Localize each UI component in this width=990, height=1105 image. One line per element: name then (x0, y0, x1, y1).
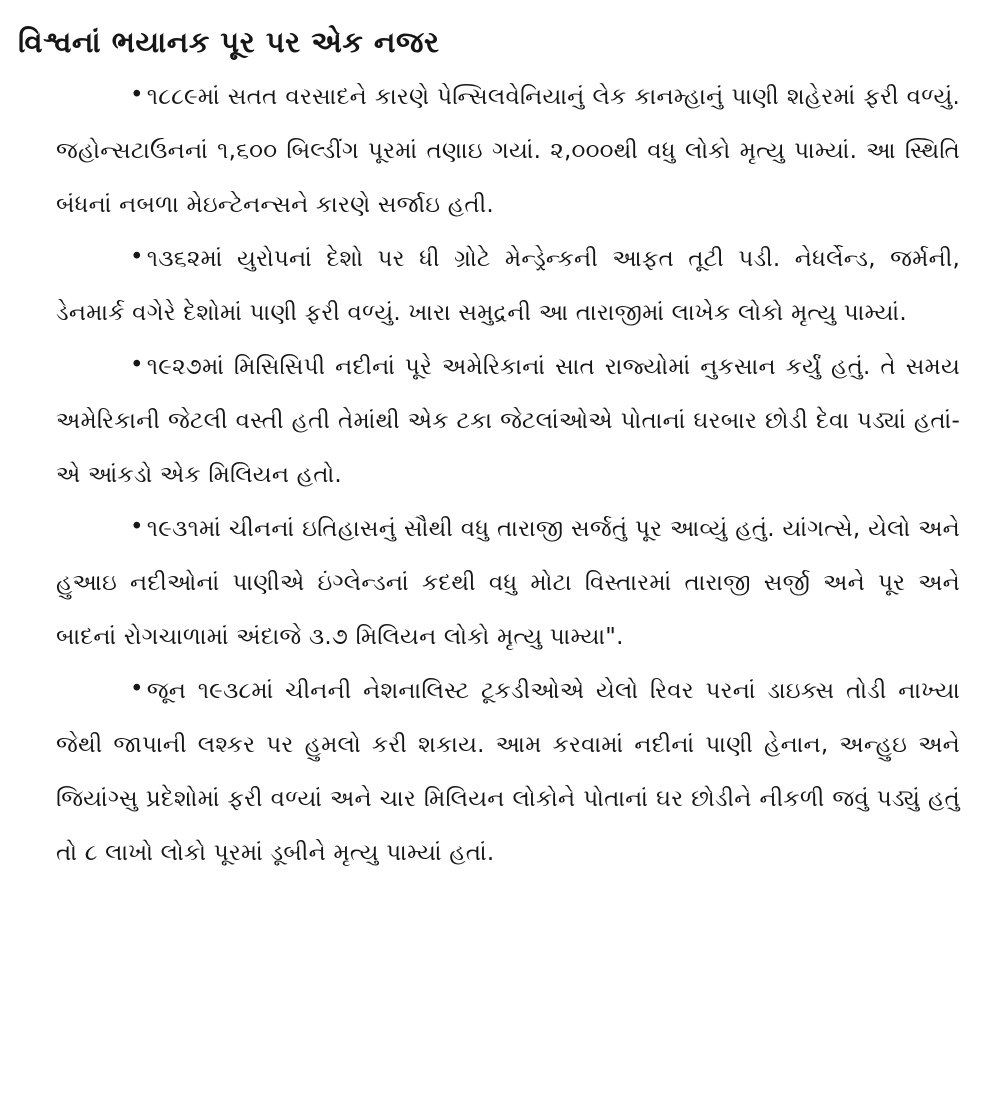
page-title: વિશ્વનાં ભયાનક પૂર પર એક નજર (18, 25, 440, 59)
paragraph-text: ૧૯૨૭માં મિસિસિપી નદીનાં પૂરે અમેરિકાનાં સાત રાજ્યોમાં નુકસાન કર્યું હતું. તે સમય અમેરિકાની જેટલી વસ્તી હતી તેમાંથી એક ટકા જેટલાંઓએ પોતાનાં ઘરબાર છોડી દેવા પડ્યાં હતાં- એ આંકડો એક મિલિયન હતો. (56, 354, 960, 488)
paragraph-text: ૧૮૮૯માં સતત વરસાદને કારણે પેન્સિલવેનિયાનું લેક કાનમ્હાનું પાણી શહેરમાં ફરી વળ્યું. જહોન્સટાઉનનાં ૧,૬૦૦ બિલ્ડીંગ પૂરમાં તણાઇ ગયાં. ૨,૦૦૦થી વધુ લોકો મૃત્યુ પામ્યાં. આ સ્થિતિ બંધનાં નબળા મેઇન્ટેનન્સને કારણે સર્જાઇ હતી. (56, 84, 960, 218)
bullet-dot-icon: • (130, 352, 144, 378)
paragraph-1927-mississippi-flood (56, 340, 960, 502)
paragraph-1362-europe-flood (56, 232, 960, 340)
paragraph-text: જૂન ૧૯૩૮માં ચીનની નેશનાલિસ્ટ ટૂકડીઓએ યેલો રિવર પરનાં ડાઇક્સ તોડી નાખ્યા જેથી જાપાની લશ્કર પર હુમલો કરી શકાય. આમ કરવામાં નદીનાં પાણી હેનાન, અન્હુઇ અને જિયાંગ્સુ પ્રદેશોમાં ફરી વળ્યાં અને ચાર મિલિયન લોકોને પોતાનાં ઘર છોડીને નીકળી જવું પડ્યું હતું તો ૮ લાખો લોકો પૂરમાં ડૂબીને મૃત્યુ પામ્યાં હતાં. (56, 678, 960, 866)
bullet-dot-icon: • (130, 244, 144, 270)
bullet-dot-icon: • (130, 676, 144, 702)
paragraph-text: ૧૩૬૨માં યુરોપનાં દેશો પર ધી ગ્રોટે મેન્ડ્રેન્કની આફત તૂટી પડી. નેધર્લેન્ડ, જર્મની, ડેનમાર્ક વગેરે દેશોમાં પાણી ફરી વળ્યું. ખારા સમુદ્રની આ તારાજીમાં લાખેક લોકો મૃત્યુ પામ્યાં. (56, 246, 960, 326)
paragraph-text: ૧૯૩૧માં ચીનનાં ઇતિહાસનું સૌથી વધુ તારાજી સર્જતું પૂર આવ્યું હતું. યાંગત્સે, યેલો અને હુઆઇ નદીઓનાં પાણીએ ઇંગ્લેન્ડનાં કદથી વધુ મોટા વિસ્તારમાં તારાજી સર્જી અને પૂર અને બાદનાં રોગચાળામાં અંદાજે ૩.૭ મિલિયન લોકો મૃત્યુ પામ્યા". (56, 516, 960, 650)
bullet-dot-icon: • (130, 82, 144, 108)
paragraph-1938-yellow-river-flood (56, 664, 960, 880)
paragraph-1889-pennsylvania-flood (56, 70, 960, 232)
paragraph-1931-china-flood (56, 502, 960, 664)
bullet-dot-icon: • (130, 514, 144, 540)
